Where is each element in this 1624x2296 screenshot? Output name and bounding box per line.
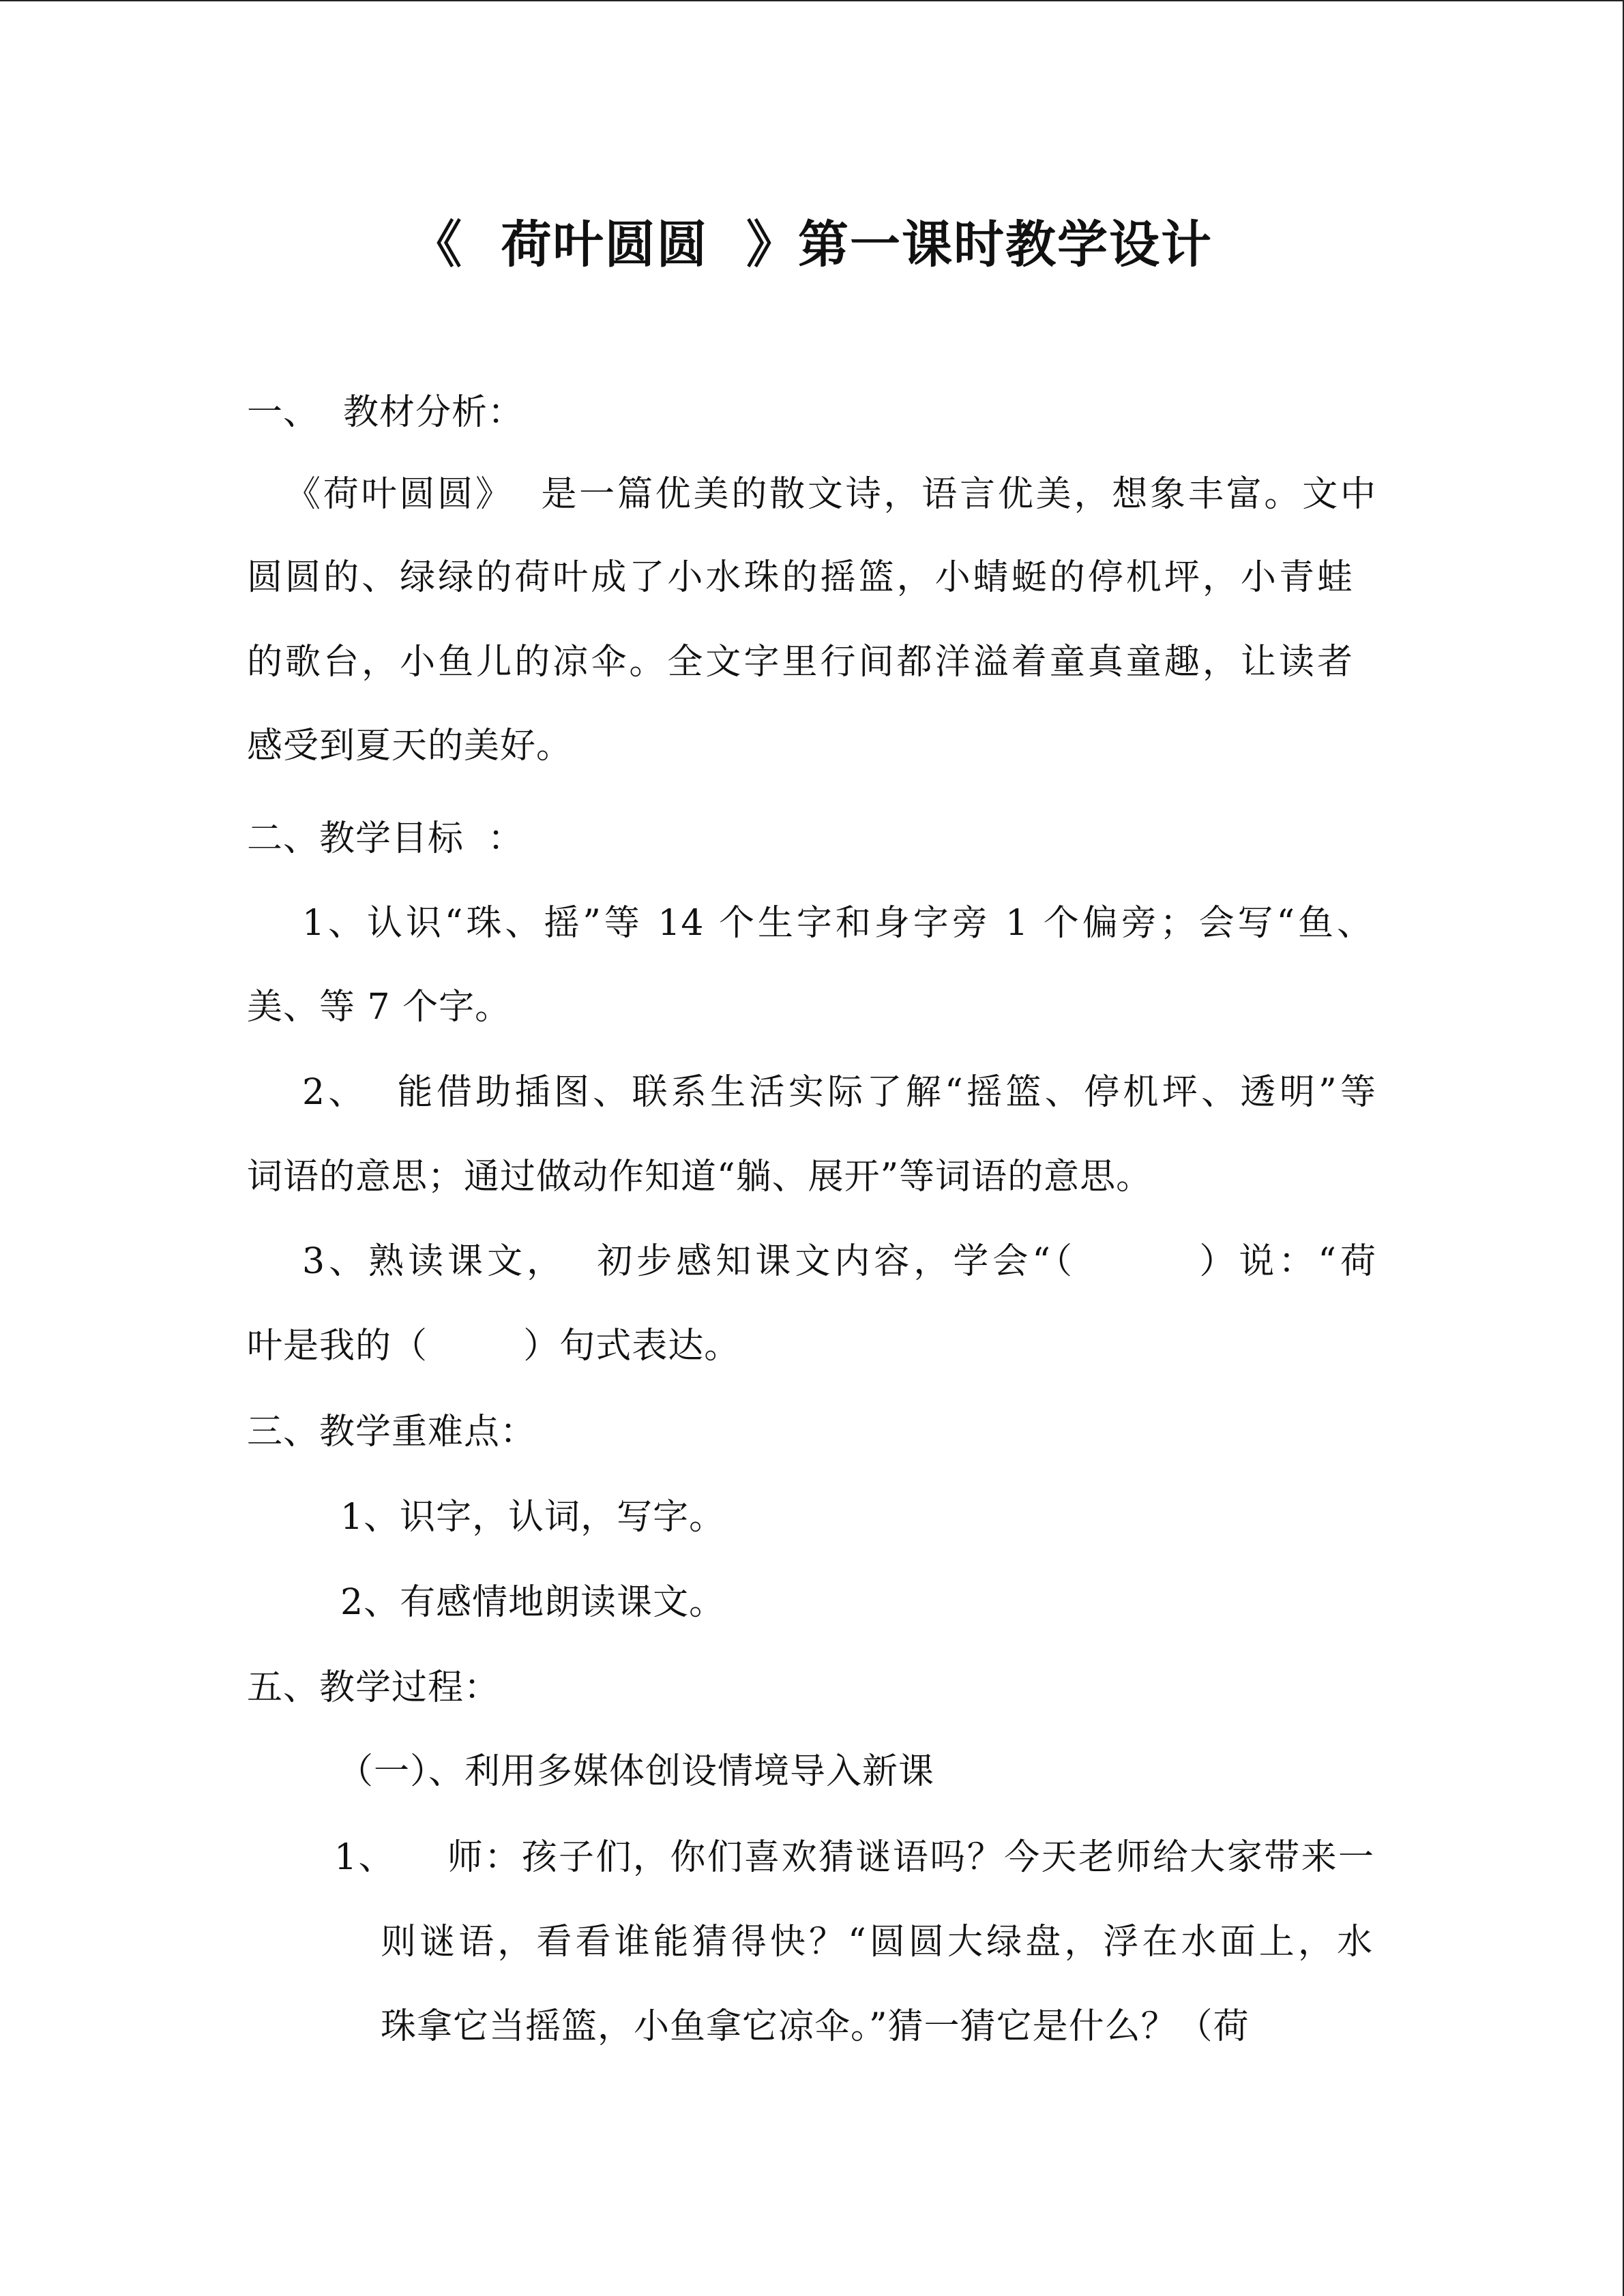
key-point-item: 2、有感情地朗读课文。 [340, 1582, 726, 1623]
paragraph-line: 圆圆的、绿绿的荷叶成了小水珠的摇篮，小蜻蜓的停机坪，小青蛙 [247, 557, 1353, 598]
process-step-line: 1、 师：孩子们，你们喜欢猜谜语吗？今天老师给大家带来一 [334, 1837, 1374, 1878]
goal-item-line: 1、认识“珠、摇”等 14 个生字和身字旁 1 个偏旁；会写“鱼、 [302, 903, 1373, 944]
process-step-line: 珠拿它当摇篮，小鱼拿它凉伞。”猜一猜它是什么？（荷 [381, 2006, 1250, 2047]
paragraph-line: 的歌台，小鱼儿的凉伞。全文字里行间都洋溢着童真童趣，让读者 [247, 642, 1353, 683]
paragraph-line: 《荷叶圆圆》 是一篇优美的散文诗，语言优美，想象丰富。文中 [285, 474, 1376, 515]
process-step-line: 则谜语，看看谁能猜得快？“圆圆大绿盘，浮在水面上，水 [381, 1922, 1373, 1963]
goal-item-line: 叶是我的（ ）句式表达。 [247, 1326, 741, 1367]
section-heading-teaching-process: 五、教学过程： [247, 1667, 501, 1708]
page-title: 《 荷叶圆圆 》第一课时教学设计 [411, 215, 1213, 274]
section-heading-teaching-goals: 二、教学目标 ： [247, 818, 525, 859]
goal-item-line: 美、等 7 个字。 [247, 987, 512, 1028]
key-point-item: 1、识字，认词，写字。 [340, 1497, 726, 1538]
section-heading-textbook-analysis: 一、 教材分析： [247, 392, 525, 433]
goal-item-line: 词语的意思；通过做动作知道“躺、展开”等词语的意思。 [247, 1157, 1153, 1197]
goal-item-line: 2、 能借助插图、联系生活实际了解“摇篮、停机坪、透明”等 [302, 1072, 1376, 1113]
section-heading-key-points: 三、教学重难点： [247, 1412, 537, 1452]
goal-item-line: 3、熟读课文， 初步感知课文内容，学会“（ ）说：“荷 [302, 1241, 1376, 1282]
paragraph-line: 感受到夏天的美好。 [247, 726, 573, 766]
process-subheading: （一）、利用多媒体创设情境导入新课 [338, 1751, 935, 1792]
